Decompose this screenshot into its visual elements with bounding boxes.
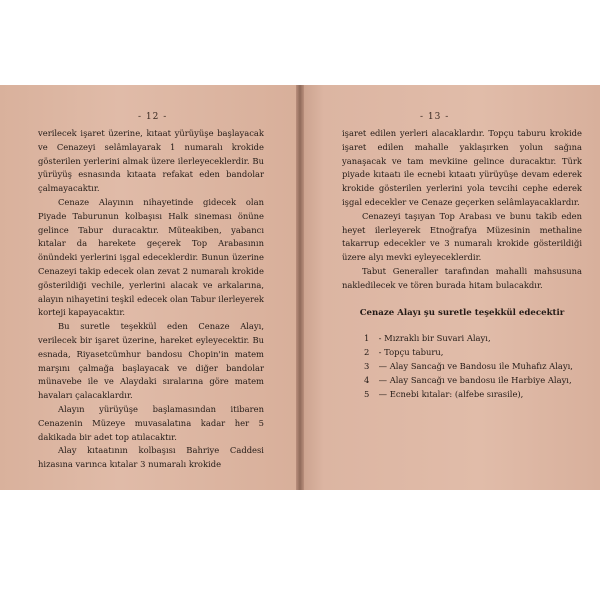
book-gutter	[296, 85, 304, 490]
right-page-text	[342, 127, 582, 401]
paragraph: Alayın yürüyüşe başlamasından itibaren Cenazenin Müzeye muvasalatına kadar her 5 dakikada bir adet top atılacaktır.	[38, 403, 264, 442]
list-item: 2 - Topçu taburu,	[364, 347, 444, 358]
list-item: 5 — Ecnebi kıtalar: (alfebe sırasile),	[364, 388, 524, 399]
book-spread	[0, 85, 600, 490]
paragraph: Bu suretle teşekkül eden Cenaze Alayı, verilecek bir işaret üzerine, hareket eyleyecektir. Bu esnada, Riyasetcümhur bandosu Chopin'in matem marşını çalmağa başlayacak ve diğer bandolar münavebe ile ve Alaydaki sıralarına göre matem havaları çalacaklardır.	[38, 321, 264, 401]
list-item: 3 — Alay Sancağı ve Bandosu ile Muhafız Alayı,	[364, 360, 573, 371]
paragraph: işaret edilen yerleri alacaklardır. Topçu taburu krokide işaret edilen mahalle yaklaşırken yolun sağına yanaşacak ve tam mevkiine gelince duracaktır. Türk piyade kıtaatı ile ecnebi kıtaatı yürüyüşe devam ederek krokide gösterilen yerlerini yola tevcihi cephe ederek işgal edecekler ve Cenaze geçerken selâmlayacaklardır.	[342, 128, 582, 207]
left-page-text	[38, 127, 264, 472]
paragraph: Cenaze Alayının nihayetinde gidecek olan Piyade Taburunun kolbaşısı Halk sineması önüne gelince Tabur duracaktır. Müteakiben, yabancı kıtalar da harekete geçerek Top Arabasının önündeki yerlerini işgal edeceklerdir. Bunun üzerine Cenazeyi takip edecek olan zevat 2 numaralı krokide gösterildiği vechile, yerlerini alacak ve arkalarına, alayın nihayetini teşkil edecek olan Tabur ilerleyerek korteji kapayacaktır.	[38, 196, 264, 318]
section-heading: Cenaze Alayı şu suretle teşekkül edecektir	[359, 307, 565, 318]
page-number: - 13 -	[420, 112, 450, 122]
list-item: 1 - Mızraklı bir Suvari Alayı,	[364, 333, 491, 344]
right-page	[300, 85, 600, 490]
paragraph: Tabut Generaller tarafından mahalli mahsusuna nakledilecek ve tören burada hitam bulacakdır.	[342, 265, 582, 290]
paragraph: Cenazeyi taşıyan Top Arabası ve bunu takib eden heyet ilerleyerek Etnoğrafya Müzesinin methaline takarrup edecekler ve 3 numaralı krokide gösterildiği üzere alyı mevki eyleyeceklerdir.	[342, 210, 582, 263]
paragraph: Alay kıtaatının kolbaşısı Bahriye Caddesi hizasına varınca kıtalar 3 numaralı krokide	[38, 445, 264, 470]
paragraph: verilecek işaret üzerine, kıtaat yürüyüşe başlayacak ve Cenazeyi selâmlayarak 1 numaralı krokide gösterilen yerlerini almak üzere ilerleyeceklerdir. Bu yürüyüş esnasında kıtaata refakat eden bandolar çalmayacaktır.	[38, 128, 264, 194]
list-item: 4 — Alay Sancağı ve bandosu ile Harbiye Alayı,	[364, 374, 572, 385]
page-number: - 12 -	[138, 112, 168, 122]
left-page	[0, 85, 300, 490]
